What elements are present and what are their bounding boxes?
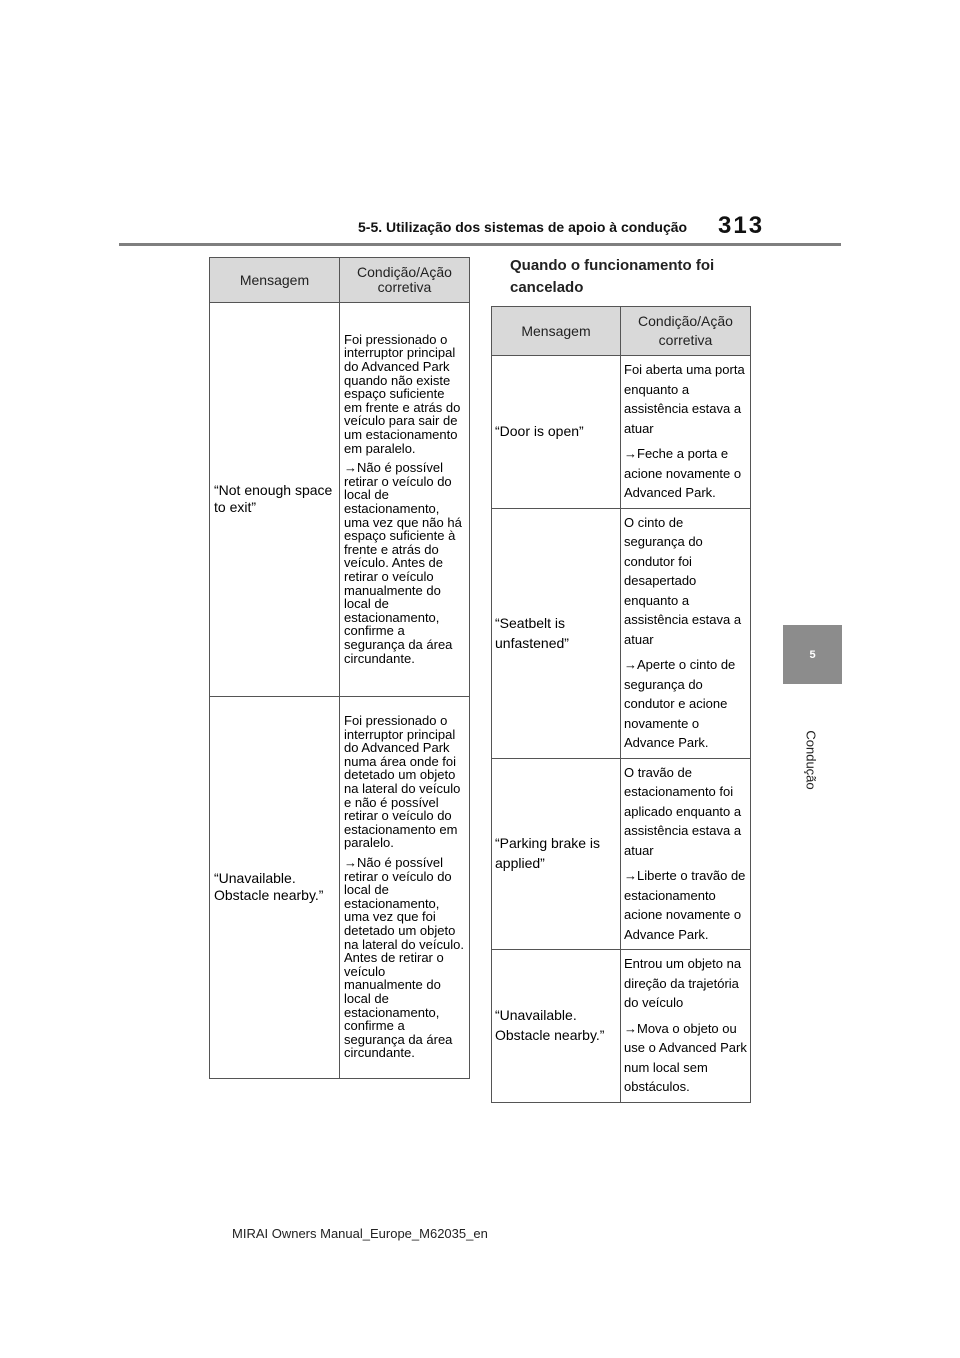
corrective-action-text: →Feche a porta e acione novamente o Advanced Park.	[624, 446, 742, 500]
table-row	[210, 303, 470, 697]
condition-text: Foi aberta uma porta enquanto a assistência estava a atuar	[624, 362, 745, 436]
right-message-table	[491, 306, 751, 1103]
message-cell: “Not enough space to exit”	[210, 303, 340, 697]
corrective-action-text: →Não é possível retirar o veículo do local de estacionamento, uma vez que não há espaço suficiente à frente e atrás do veículo. Antes de retirar o veículo manualmente do local de estacionamento, confirme a segurança da área circundante.	[344, 460, 462, 666]
chapter-label: Condução	[803, 730, 819, 790]
section-heading: Quando o funcionamento foi cancelado	[510, 257, 715, 296]
table-row	[492, 356, 751, 509]
condition-cell	[621, 950, 751, 1103]
section-title: 5-5. Utilização dos sistemas de apoio à condução	[358, 219, 688, 235]
left-message-table	[209, 257, 470, 1079]
condition-cell	[621, 356, 751, 509]
chapter-tab[interactable]	[783, 625, 842, 684]
condition-cell	[621, 758, 751, 950]
page-number: 313	[718, 212, 765, 239]
table-row	[210, 697, 470, 1079]
condition-text: Foi pressionado o interruptor principal do Advanced Park numa área onde foi detetado um objeto na lateral do veículo e não é possível retirar o veículo do estacionamento em paralelo.	[344, 713, 461, 851]
table-row	[492, 950, 751, 1103]
column-header-condition: Condição/Ação corretiva	[340, 258, 470, 303]
table-header-row	[492, 307, 751, 356]
message-cell: “Parking brake is applied”	[492, 758, 621, 950]
condition-cell	[621, 508, 751, 758]
column-header-message: Mensagem	[210, 258, 340, 303]
condition-cell	[340, 303, 470, 697]
message-cell: “Unavailable. Obstacle nearby.”	[210, 697, 340, 1079]
condition-text: O travão de estacionamento foi aplicado enquanto a assistência estava a atuar	[624, 764, 742, 858]
condition-text: O cinto de segurança do condutor foi desapertado enquanto a assistência estava a atuar	[624, 514, 742, 647]
header-divider	[119, 243, 841, 246]
column-header-condition: Condição/Ação corretiva	[621, 307, 751, 356]
table-header-row	[210, 258, 470, 303]
condition-text: Entrou um objeto na direção da trajetória do veículo	[624, 956, 742, 1010]
column-header-message: Mensagem	[492, 307, 621, 356]
corrective-action-text: →Mova o objeto ou use o Advanced Park num local sem obstáculos.	[624, 1020, 747, 1094]
condition-text: Foi pressionado o interruptor principal do Advanced Park quando não existe espaço suficiente em frente e atrás do veículo para sair de um estacionamento em paralelo.	[344, 331, 461, 456]
corrective-action-text: →Liberte o travão de estacionamento acione novamente o Advance Park.	[624, 868, 746, 942]
condition-cell	[340, 697, 470, 1079]
corrective-action-text: →Não é possível retirar o veículo do local de estacionamento, uma vez que foi detetado um objeto na lateral do veículo. Antes de retirar o veículo manualmente do local de estacionamento, confirme a segurança da área circundante.	[344, 855, 464, 1061]
corrective-action-text: →Aperte o cinto de segurança do condutor e acione novamente o Advance Park.	[624, 657, 736, 750]
table-row	[492, 758, 751, 950]
chapter-tab-number: 5	[809, 648, 816, 661]
footer-manual-id: MIRAI Owners Manual_Europe_M62035_en	[232, 1226, 488, 1241]
message-cell: “Seatbelt is unfastened”	[492, 508, 621, 758]
message-cell: “Unavailable. Obstacle nearby.”	[492, 950, 621, 1103]
table-row	[492, 508, 751, 758]
message-cell: “Door is open”	[492, 356, 621, 509]
